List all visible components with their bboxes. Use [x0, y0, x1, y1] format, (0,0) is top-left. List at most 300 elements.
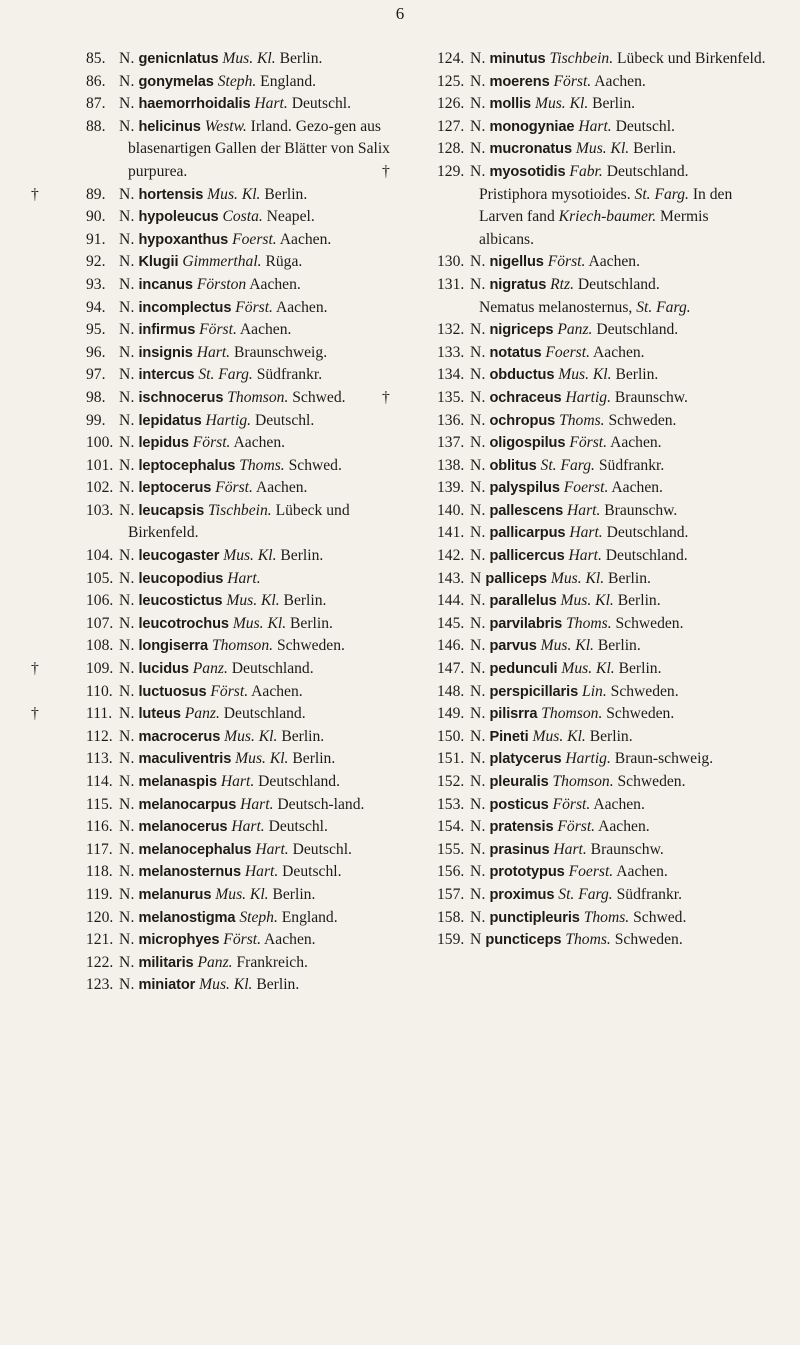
species-name: melanocerus: [138, 819, 228, 836]
author-name: Hart.: [240, 795, 274, 813]
author-name: Hart.: [255, 840, 289, 858]
genus-abbr: N.: [470, 479, 486, 497]
entry-row: [86, 500, 411, 545]
species-name: infirmus: [138, 322, 196, 339]
genus-abbr: N.: [119, 976, 135, 994]
genus-abbr: N.: [119, 434, 135, 452]
author-name: Mus. Kl.: [207, 185, 261, 203]
entry-row: [437, 432, 767, 455]
locality: Deutschl.: [282, 863, 342, 881]
entry-number: 146.: [437, 637, 465, 655]
locality: Schweden.: [606, 705, 675, 723]
left-column: [31, 48, 411, 997]
entry-number: 111.: [86, 705, 113, 723]
entry-number: 143.: [437, 569, 465, 587]
locality: Schweden.: [276, 637, 345, 655]
species-name: lepidus: [138, 435, 189, 452]
locality: Berlin.: [290, 614, 333, 632]
entry-row: [86, 952, 411, 975]
entry-row: [86, 974, 411, 997]
species-name: leucotrochus: [138, 615, 229, 632]
note-part: Kriech-baumer.: [558, 208, 657, 226]
locality: Schweden.: [610, 682, 679, 700]
species-name: pallicarpus: [489, 525, 566, 542]
species-name: lepidatus: [138, 412, 202, 429]
species-name: luteus: [138, 706, 181, 723]
author-name: Panz.: [557, 321, 593, 339]
locality: Deutschl.: [291, 95, 352, 113]
species-name: proximus: [489, 886, 555, 903]
locality: Berlin.: [592, 95, 636, 113]
entry-number: 122.: [86, 953, 114, 971]
locality: Berlin.: [279, 50, 323, 67]
entry-number: 97.: [86, 366, 106, 384]
genus-abbr: N.: [119, 411, 135, 429]
entry-number: 99.: [86, 411, 106, 429]
entry-row: [437, 116, 767, 139]
author-name: Hart.: [220, 773, 255, 790]
entry-number: 126.: [437, 95, 465, 113]
entry-number: 139.: [437, 479, 465, 497]
locality: Schweden.: [617, 773, 686, 790]
locality: Berlin.: [597, 637, 641, 655]
genus-abbr: N.: [470, 117, 486, 135]
page-number: 6: [395, 4, 405, 23]
entry-row: [437, 794, 767, 817]
entry-row: [437, 410, 767, 433]
author-name: Thoms.: [566, 614, 612, 632]
locality: Deutschland.: [605, 547, 688, 565]
species-name: maculiventris: [138, 751, 232, 768]
genus-abbr: N.: [119, 750, 135, 768]
author-name: Tischbein.: [549, 50, 614, 67]
genus-abbr: N.: [470, 840, 486, 858]
entry-number: 86.: [86, 72, 106, 90]
species-name: parallelus: [489, 593, 557, 610]
locality: Lübeck und Birkenfeld.: [128, 501, 350, 542]
genus-abbr: N.: [119, 908, 135, 926]
locality: Rüga.: [265, 253, 303, 271]
entry-number: 108.: [86, 637, 114, 655]
genus-abbr: N.: [119, 208, 135, 226]
species-name: hypoleucus: [138, 209, 219, 226]
entry-number: 130.: [437, 253, 465, 271]
genus-abbr: N.: [119, 117, 135, 135]
species-name: helicinus: [138, 118, 201, 135]
locality: Deutschland.: [258, 773, 340, 790]
note-part: Mermis albicans.: [479, 208, 709, 248]
genus-abbr: N.: [119, 479, 135, 497]
entry-row: [86, 297, 411, 320]
entry-number: 92.: [86, 253, 106, 271]
entry-number: 88.: [86, 117, 106, 135]
entry-row: [437, 703, 767, 726]
entry-row: [437, 748, 767, 771]
locality: Aachen.: [264, 931, 316, 949]
species-name: militaris: [138, 954, 194, 971]
locality: Berlin.: [617, 592, 661, 610]
entry-row: [86, 432, 411, 455]
author-name: Rtz.: [550, 275, 574, 293]
genus-abbr: N.: [119, 50, 135, 67]
species-name: macrocerus: [138, 728, 221, 745]
entry-number: 123.: [86, 976, 114, 994]
note-part: In den Larven fand: [479, 185, 733, 226]
entry-number: 141.: [437, 524, 465, 542]
species-name: platycerus: [489, 751, 562, 768]
entry-row: [437, 93, 767, 116]
entry-number: 134.: [437, 366, 465, 384]
entry-number: 106.: [86, 592, 114, 610]
entry-row: [86, 48, 411, 71]
entry-row: † 111. N. luteus Panz. Deutschland.: [86, 703, 411, 726]
author-name: Först.: [235, 298, 273, 316]
author-name: Mus. Kl.: [226, 592, 280, 610]
locality: Aachen.: [276, 298, 328, 316]
entry-row: [437, 545, 767, 568]
locality: Berlin.: [272, 885, 316, 903]
entry-row: [86, 71, 411, 94]
species-name: intercus: [138, 367, 195, 384]
entry-row: [86, 613, 411, 636]
entry-row: [437, 658, 767, 681]
locality: Berlin.: [283, 592, 327, 610]
locality: England.: [260, 72, 317, 90]
author-name: Steph.: [239, 908, 278, 926]
species-name: pratensis: [489, 819, 554, 836]
species-name: posticus: [489, 796, 549, 813]
author-name: Hartig.: [565, 388, 611, 406]
genus-abbr: N.: [119, 863, 135, 881]
genus-abbr: N.: [470, 343, 486, 361]
genus-abbr: N.: [119, 614, 135, 632]
author-name: Först.: [553, 72, 592, 90]
locality: Berlin.: [633, 140, 676, 158]
species-name: microphyes: [138, 932, 220, 949]
author-name: Hart.: [254, 95, 288, 113]
entry-row: [437, 861, 767, 884]
species-name: myosotidis: [489, 163, 566, 180]
genus-abbr: N.: [470, 140, 486, 158]
locality: Südfrankr.: [256, 366, 323, 384]
genus-abbr: N.: [470, 95, 486, 113]
author-name: Mus. Kl.: [235, 750, 289, 768]
species-name: pleuralis: [489, 774, 549, 790]
locality: Deutschland.: [606, 162, 689, 180]
author-name: St. Farg.: [558, 885, 613, 903]
entry-row: [86, 410, 411, 433]
entry-row: [437, 522, 767, 545]
genus-abbr: N.: [470, 908, 486, 926]
entry-number: 150.: [437, 727, 465, 745]
entry-row: [437, 907, 767, 930]
entry-number: 133.: [437, 343, 465, 361]
note-part: Pristiphora mysotioides.: [479, 185, 631, 203]
locality: Schwed.: [633, 908, 687, 926]
entry-row: † 109. N. lucidus Panz. Deutschland.: [86, 658, 411, 681]
locality: Südfrankr.: [616, 885, 683, 903]
entry-row: [437, 590, 767, 613]
author-name: Först.: [223, 931, 261, 949]
species-name: mollis: [489, 96, 532, 113]
genus-abbr: N.: [470, 366, 486, 384]
author-name: Hart.: [567, 501, 601, 519]
entry-row: [437, 477, 767, 500]
author-name: Panz.: [197, 953, 233, 971]
species-name: incomplectus: [138, 299, 232, 316]
author-name: Hart.: [568, 547, 602, 565]
locality: Aachen.: [593, 343, 645, 361]
species-name: pilisrra: [489, 706, 538, 723]
entry-number: 113.: [86, 750, 113, 768]
locality: Deutschland.: [606, 524, 689, 542]
species-name: luctuosus: [138, 683, 207, 700]
genus-abbr: N.: [470, 818, 486, 836]
genus-abbr: N.: [119, 705, 135, 723]
species-name: minutus: [489, 51, 546, 67]
locality: Berlin.: [281, 727, 325, 745]
right-column: [382, 48, 767, 952]
species-name: nigellus: [489, 254, 544, 271]
entry-number: 131.: [437, 275, 465, 293]
entry-number: 152.: [437, 773, 465, 790]
genus-abbr: N: [470, 931, 482, 949]
genus-abbr: N.: [119, 592, 135, 610]
entry-row: [437, 771, 767, 794]
entry-row: [86, 794, 411, 817]
entry-row: [86, 342, 411, 365]
species-name: haemorrhoidalis: [138, 96, 251, 113]
locality: Aachen.: [598, 818, 650, 836]
entry-row: [437, 726, 767, 749]
species-name: moerens: [489, 73, 550, 90]
species-name: punctipleuris: [489, 909, 580, 926]
author-name: Mus. Kl.: [222, 50, 276, 67]
entry-row: [86, 477, 411, 500]
author-name: Mus. Kl.: [560, 592, 614, 610]
entry-number: 127.: [437, 117, 465, 135]
entry-number: 149.: [437, 705, 465, 723]
locality: Berlin.: [292, 750, 336, 768]
author-name: Thomson.: [211, 637, 274, 655]
genus-abbr: N.: [470, 253, 486, 271]
note-part: St. Farg.: [636, 298, 691, 316]
genus-abbr: N.: [470, 795, 486, 813]
author-name: Mus. Kl.: [532, 727, 586, 745]
locality: Berlin.: [256, 976, 300, 994]
genus-abbr: N.: [119, 660, 135, 678]
entry-row: [437, 364, 767, 387]
entry-number: 95.: [86, 321, 106, 339]
entry-number: 138.: [437, 456, 465, 474]
locality: Berlin.: [618, 660, 662, 678]
author-name: Steph.: [217, 72, 257, 90]
entry-row: [86, 748, 411, 771]
genus-abbr: N.: [119, 637, 135, 655]
entry-row: [86, 274, 411, 297]
entry-row: [437, 816, 767, 839]
entry-row: † 89. N. hortensis Mus. Kl. Berlin.: [86, 184, 411, 207]
genus-abbr: N.: [470, 547, 486, 565]
locality: Deutschl.: [254, 411, 315, 429]
genus-abbr: N.: [470, 637, 486, 655]
locality: Aachen.: [616, 863, 668, 881]
species-name: puncticeps: [485, 932, 562, 949]
entry-number: 117.: [86, 840, 113, 858]
species-name: notatus: [489, 344, 542, 361]
species-name: genicnlatus: [138, 51, 219, 67]
entry-number: 103.: [86, 501, 114, 519]
genus-abbr: N.: [119, 953, 135, 971]
entry-row: [86, 364, 411, 387]
entry-row: [86, 907, 411, 930]
entry-number: 104.: [86, 547, 114, 565]
author-name: Först.: [192, 434, 231, 452]
species-name: leucapsis: [138, 502, 205, 519]
author-name: Först.: [547, 253, 586, 271]
genus-abbr: N.: [470, 863, 486, 881]
entry-number: 157.: [437, 885, 465, 903]
entry-number: 120.: [86, 908, 114, 926]
entry-row: [437, 48, 767, 71]
author-name: Mus. Kl.: [223, 547, 277, 565]
genus-abbr: N.: [470, 434, 486, 452]
genus-abbr: N.: [470, 321, 486, 339]
author-name: St. Farg.: [540, 456, 595, 474]
species-name: ischnocerus: [138, 389, 224, 406]
locality: Südfrankr.: [598, 456, 665, 474]
entry-number: 148.: [437, 682, 465, 700]
author-name: Mus. Kl.: [199, 976, 253, 994]
author-name: Fabr.: [569, 162, 603, 180]
species-name: lucidus: [138, 661, 189, 678]
entry-number: 96.: [86, 343, 106, 361]
locality: Aachen.: [255, 479, 308, 497]
genus-abbr: N.: [470, 885, 486, 903]
entry-number: 93.: [86, 275, 106, 293]
entry-number: 102.: [86, 479, 114, 497]
entry-number: 136.: [437, 411, 465, 429]
entry-number: 87.: [86, 95, 106, 113]
species-name: palyspilus: [489, 480, 560, 497]
author-name: Mus. Kl.: [561, 660, 615, 678]
locality: Braunschweig.: [233, 343, 328, 361]
species-name: monogyniae: [489, 118, 575, 135]
entry-number: 145.: [437, 614, 465, 632]
author-name: Hart.: [196, 343, 231, 361]
genus-abbr: N.: [470, 682, 486, 700]
author-name: Thoms.: [239, 456, 285, 474]
entry-row: [86, 229, 411, 252]
genus-abbr: N.: [119, 569, 135, 587]
species-name: pallescens: [489, 502, 564, 519]
entry-row: [437, 71, 767, 94]
species-name: Pineti: [489, 728, 529, 745]
entry-number: 121.: [86, 931, 114, 949]
author-name: Lin.: [582, 682, 607, 700]
genus-abbr: N.: [470, 592, 486, 610]
entry-note: [437, 297, 767, 320]
author-name: Thomson.: [227, 388, 289, 406]
species-name: miniator: [138, 977, 196, 994]
species-name: ochraceus: [489, 389, 562, 406]
locality: Aachen.: [233, 434, 286, 452]
entry-number: 118.: [86, 863, 113, 881]
species-name: hortensis: [138, 186, 204, 203]
genus-abbr: N.: [470, 275, 486, 293]
author-name: Foerst.: [563, 479, 609, 497]
entry-row: [437, 568, 767, 591]
species-name: perspicillaris: [489, 683, 579, 700]
entry-number: 154.: [437, 818, 465, 836]
entry-row: [86, 455, 411, 478]
species-name: melanurus: [138, 886, 212, 903]
species-name: gonymelas: [138, 73, 214, 90]
note-part: Nematus melanosternus,: [479, 298, 633, 316]
entry-row: [437, 138, 767, 161]
genus-abbr: N.: [470, 705, 486, 723]
entry-number: 124.: [437, 50, 465, 67]
genus-abbr: N.: [119, 840, 135, 858]
author-name: Foerst.: [545, 343, 590, 361]
entry-number: 85.: [86, 50, 106, 67]
species-name: incanus: [138, 276, 193, 293]
entry-number: 155.: [437, 840, 465, 858]
locality: Aachen.: [588, 253, 640, 271]
entry-row: [86, 681, 411, 704]
locality: Deutschland.: [596, 321, 679, 339]
locality: Berlin.: [608, 569, 651, 587]
entry-row: [437, 251, 767, 274]
genus-abbr: N.: [119, 275, 135, 293]
entry-number: 129.: [437, 162, 465, 180]
genus-abbr: N.: [119, 95, 135, 113]
species-name: melanostigma: [138, 909, 236, 926]
locality: Neapel.: [266, 208, 315, 226]
entry-number: 91.: [86, 230, 106, 248]
locality: Deutschland.: [223, 705, 306, 723]
locality: Braunschw.: [604, 501, 678, 519]
entry-row: [86, 635, 411, 658]
locality: Berlin.: [589, 727, 633, 745]
genus-abbr: N.: [119, 682, 135, 700]
species-name: prototypus: [489, 864, 565, 881]
author-name: Thoms.: [559, 411, 605, 429]
locality: England.: [281, 908, 338, 926]
entry-row: [86, 206, 411, 229]
genus-abbr: N: [470, 569, 482, 587]
entry-number: 140.: [437, 501, 465, 519]
locality: Berlin.: [280, 547, 324, 565]
entry-number: 125.: [437, 72, 465, 90]
author-name: Mus. Kl.: [575, 140, 630, 158]
genus-abbr: N.: [470, 162, 486, 180]
species-name: oblitus: [489, 457, 537, 474]
entry-row: [86, 387, 411, 410]
species-name: leucogaster: [138, 548, 220, 565]
species-name: palliceps: [485, 570, 547, 587]
locality: Schweden.: [614, 931, 683, 949]
author-name: Gimmerthal.: [182, 253, 262, 271]
entry-number: 128.: [437, 140, 465, 158]
author-name: Först.: [569, 434, 608, 452]
author-name: Hartig.: [205, 411, 252, 429]
species-name: parvus: [489, 638, 537, 655]
entry-row: [437, 500, 767, 523]
locality: Deutsch-land.: [277, 795, 365, 813]
author-name: Hart.: [227, 569, 261, 587]
genus-abbr: N.: [470, 388, 486, 406]
